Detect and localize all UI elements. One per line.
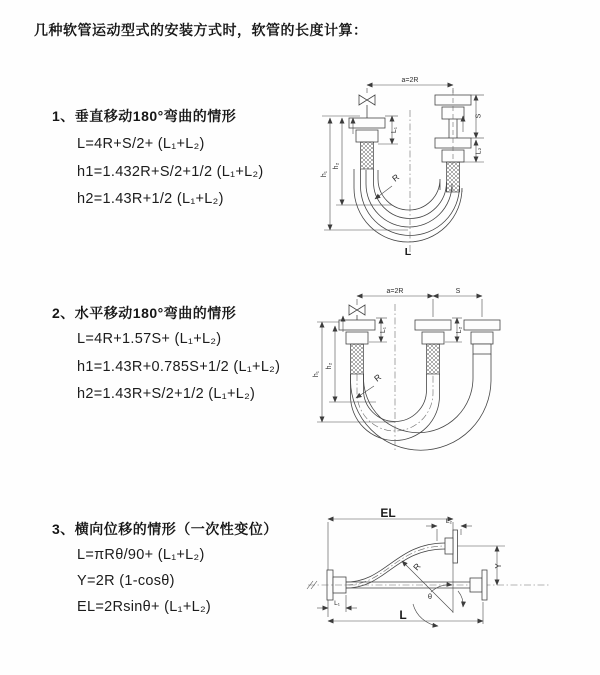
left-fitting — [339, 320, 375, 374]
middle-fitting — [415, 320, 451, 374]
dim-label-L: L — [404, 246, 412, 258]
dim-label-l1: L₁ — [380, 326, 387, 334]
dim-label-h1: h₁ — [321, 170, 328, 178]
dim-label-r: R — [411, 561, 423, 573]
left-fitting — [349, 118, 385, 169]
dim-label-y: Y — [494, 563, 503, 569]
formula-s1-h2: h2=1.43R+1/2 (L₁+L₂) — [77, 191, 224, 207]
formula-s2-L: L=4R+1.57S+ (L₁+L₂) — [77, 331, 222, 347]
dim-label-a2r: a=2R — [386, 288, 404, 295]
dim-s — [357, 288, 482, 317]
formula-s2-h1: h1=1.43R+0.785S+1/2 (L₁+L₂) — [77, 359, 281, 375]
dim-label-r: R — [390, 171, 402, 184]
dim-label-l2: L₂ — [445, 518, 453, 525]
section-3-heading: 3、横向位移的情形（一次性变位） — [52, 521, 278, 537]
diagram-horizontal-180 — [310, 284, 600, 462]
radius-callout — [402, 561, 453, 612]
dim-label-h2: h₂ — [333, 162, 340, 170]
valve-icon — [359, 95, 375, 118]
section-1-heading: 1、垂直移动180°弯曲的情形 — [52, 108, 237, 124]
diagram-lateral-displacement — [300, 505, 600, 663]
right-fitting — [435, 90, 471, 192]
braid-section — [427, 344, 440, 374]
dim-l1 — [317, 595, 357, 612]
radius-callout — [356, 372, 383, 398]
section-2-heading: 2、水平移动180°弯曲的情形 — [52, 305, 237, 321]
hose-s-curve — [346, 543, 445, 588]
page-title: 几种软管运动型式的安装方式时，软管的长度计算： — [34, 22, 368, 38]
formula-s1-h1: h1=1.432R+S/2+1/2 (L₁+L₂) — [77, 164, 264, 180]
dim-l2 — [426, 518, 472, 541]
dim-a2r — [357, 288, 433, 296]
dim-label-h1: h₁ — [313, 370, 320, 378]
displaced-end-fitting — [445, 530, 458, 563]
dim-label-l1: L₁ — [391, 126, 398, 134]
diagram-vertical-180 — [312, 72, 600, 264]
formula-s1-L: L=4R+S/2+ (L₁+L₂) — [77, 136, 205, 152]
hose-u-curves — [354, 169, 462, 242]
dim-label-l2: L₂ — [456, 326, 463, 334]
dim-label-s: S — [475, 113, 483, 119]
dim-label-s: S — [455, 288, 461, 295]
dim-label-L: L — [399, 608, 407, 622]
braid-section — [351, 344, 364, 374]
braid-section — [447, 162, 460, 192]
formula-s3-EL: EL=2Rsinθ+ (L₁+L₂) — [77, 599, 212, 615]
dim-label-h2: h₂ — [326, 362, 333, 370]
dim-a2r — [367, 77, 453, 93]
dim-L — [328, 602, 483, 624]
formula-s3-Y: Y=2R (1-cosθ) — [77, 573, 175, 589]
dim-label-a2r: a=2R — [401, 77, 419, 84]
dim-s — [471, 95, 484, 138]
dim-label-r: R — [372, 371, 384, 384]
dim-el — [328, 506, 453, 617]
dim-label-theta: θ — [427, 592, 433, 601]
valve-icon — [349, 305, 365, 320]
formula-s3-L: L=πRθ/90+ (L₁+L₂) — [77, 547, 205, 563]
angle-theta — [413, 585, 463, 626]
dim-label-l1: L₁ — [334, 600, 340, 607]
right-fitting-moved — [464, 320, 500, 354]
dim-label-el: EL — [380, 506, 396, 520]
formula-s2-h2: h2=1.43R+S/2+1/2 (L₁+L₂) — [77, 386, 256, 402]
braid-section — [361, 142, 374, 169]
dim-label-l2: L₂ — [475, 147, 483, 155]
